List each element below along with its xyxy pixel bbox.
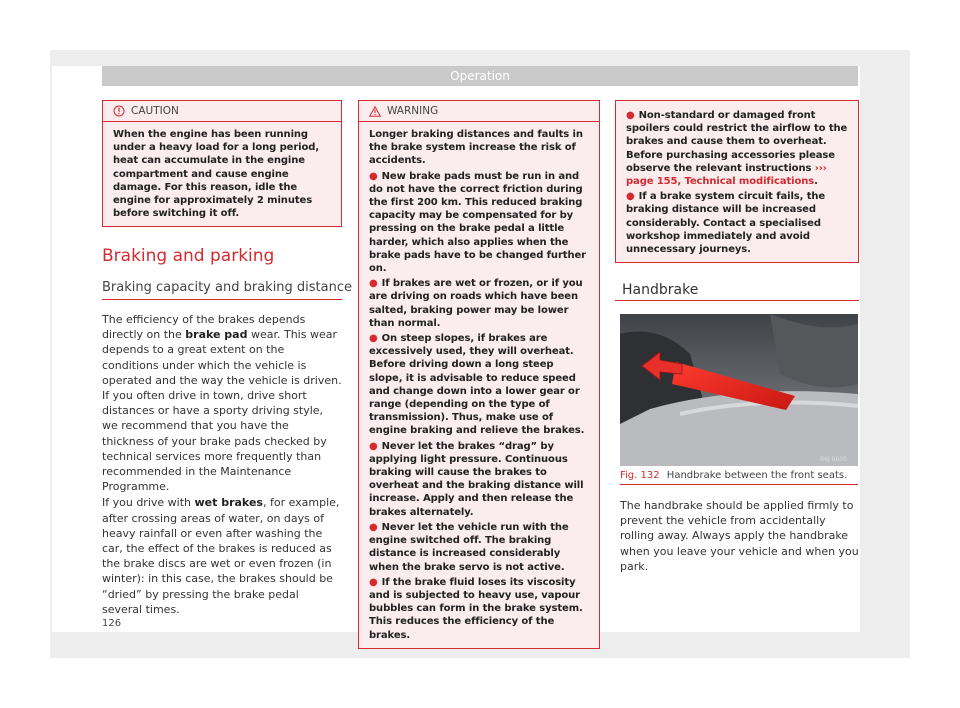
warning-body xyxy=(359,122,599,648)
info-circle-icon xyxy=(113,105,131,117)
warning-triangle-icon xyxy=(369,106,387,117)
caution-header xyxy=(103,101,341,122)
warning-bullet: ● Never let the vehicle run with the engine switched off. The braking distance is increased considerably when the brake servo is not active. xyxy=(369,521,569,573)
warning-continued-body xyxy=(616,101,858,262)
caution-label: CAUTION xyxy=(131,105,179,117)
warning-label: WARNING xyxy=(387,105,439,117)
figure-label: Fig. 132 xyxy=(620,470,660,481)
page-ref-arrow: ››› xyxy=(814,162,827,174)
page-reference-link[interactable]: page 155, Technical modifications xyxy=(626,176,815,188)
page-header: Operation xyxy=(102,66,858,86)
warning-bullet: ● Never let the brakes “drag” by applying light pressure. Continuous braking will cause the brakes to overheat and the braking distance will increase. Apply and then release the brakes alternately. xyxy=(369,440,584,518)
warning-header xyxy=(359,101,599,122)
warning-bullet: ● New brake pads must be run in and do not have the correct friction during the first 200 km. This reduced braking capacity may be compensated for by pressing on the brake pedal a little harder, which also applies when the brake pads have to be changed further on. xyxy=(369,170,586,275)
warning-column xyxy=(358,100,600,649)
paragraph-wet-brakes: If you drive with wet brakes, for example, after crossing areas of water, on days of heavy rainfall or even after washing the car, the effect of the brakes is reduced as the brake discs are wet or even frozen (in winter): in this case, the brakes should be “dried” by pressing the brake pedal several times. xyxy=(102,496,340,616)
heading-divider xyxy=(615,300,859,301)
figure-caption-text: Handbrake between the front seats. xyxy=(666,470,848,481)
warning-continued-column xyxy=(615,100,859,263)
warning-bullet: ● If brakes are wet or frozen, or if you are driving on roads which have been salted, braking power may be lower than normal. xyxy=(369,278,583,329)
warning-bullet: ● On steep slopes, if brakes are excessively used, they will overheat. Before driving down a long steep slope, it is advisable to reduce speed and change down into a lower gear or range (depending on the type of transmission). Thus, make use of engine braking and relieve the brakes. xyxy=(369,333,585,437)
paragraph-brake-pad: The efficiency of the brakes depends directly on the brake pad wear. This wear depends to a great extent on the conditions under which the vehicle is operated and the way the vehicle is driven. If you often drive in town, drive short distances or have a sporty driving style, we recommend that you have the thickness of your brake pads checked by technical services more frequently than recommended in the Maintenance Programme. xyxy=(102,313,342,494)
caution-column xyxy=(102,100,342,227)
caution-box xyxy=(102,100,342,227)
figure-code: B6J-0600 xyxy=(820,456,847,463)
col1-body xyxy=(102,312,342,618)
figure-caption xyxy=(620,470,858,485)
handbrake-figure xyxy=(620,314,858,466)
caution-text: When the engine has been running under a heavy load for a long period, heat can accumulate in the engine compartment and cause engine damage. For this reason, idle the engine for approximately 2 minutes before switching it off. xyxy=(113,129,320,220)
warning-continued-box xyxy=(615,100,859,263)
warning-bullet: ● If the brake fluid loses its viscosity and is subjected to heavy use, vapour bubbles can form in the brake system. This reduces the efficiency of the brakes. xyxy=(369,576,583,641)
section-title: Braking and parking xyxy=(102,246,275,266)
warning-intro: Longer braking distances and faults in the brake system increase the risk of accidents. xyxy=(369,129,583,167)
handbrake-heading: Handbrake xyxy=(622,282,699,298)
warning-box xyxy=(358,100,600,649)
page-number: 126 xyxy=(102,618,122,629)
warning-bullet: ● Non-standard or damaged front spoilers could restrict the airflow to the brakes and cause them to overheat. Before purchasing accessories please observe the relevant instructions ››› page 155, Technical modifications. xyxy=(626,110,848,188)
section-subtitle: Braking capacity and braking distance xyxy=(102,280,342,300)
handbrake-text: The handbrake should be applied firmly to prevent the vehicle from accidentally rolling away. Always apply the handbrake when you leave your vehicle and when you park. xyxy=(620,499,859,573)
handbrake-illustration xyxy=(620,314,858,466)
warning-bullet: ● If a brake system circuit fails, the braking distance will be increased considerably. Contact a specialised workshop immediately and avoid unnecessary journeys. xyxy=(626,191,826,256)
